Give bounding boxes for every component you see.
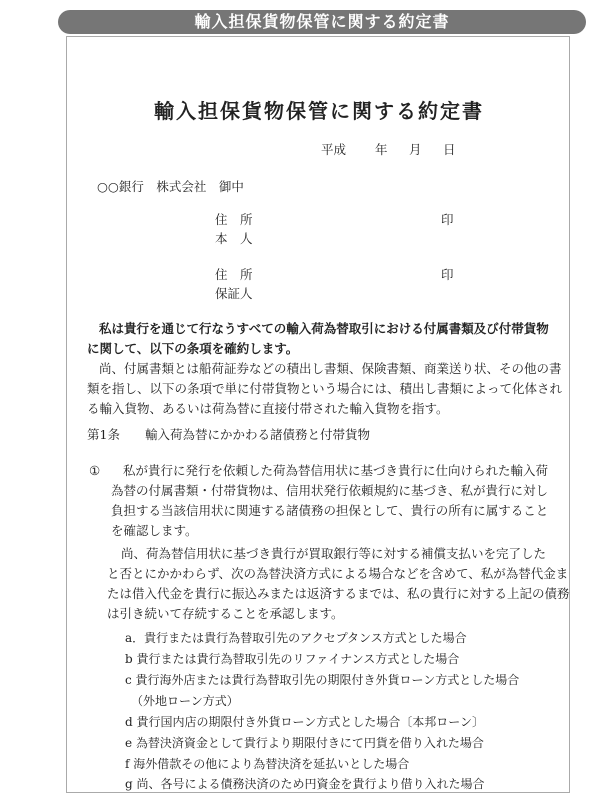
guarantor-seal: 印 [441,267,454,282]
paragraph-line: は引き続いて存続することを承認します。 [107,606,344,621]
list-item: d 貴行国内店の期限付き外貨ローン方式とした場合〔本邦ローン〕 [125,715,485,729]
list-item: c 貴行海外店または貴行為替取引先の期限付き外貨ローン方式とした場合 [125,673,520,687]
document-page [66,36,570,793]
principal-seal: 印 [441,212,454,227]
clause-line: を確認します。 [111,523,198,538]
list-item: f 海外借款その他により為替決済を延払いとした場合 [125,757,410,771]
header-banner: 輸入担保貨物保管に関する約定書 [58,10,586,34]
date-month: 月 [409,142,422,157]
article-heading: 輸入荷為替にかかわる諸債務と付帯貨物 [145,427,371,442]
clause-marker: ① [89,463,101,478]
clause-line: 負担する当該信用状に関連する諸債務の担保として、貴行の所有に属すること [111,503,549,518]
date-year: 年 [375,142,388,157]
clause-line: 為替の付属書類・付帯貨物は、信用状発行依頼規約に基づき、私が貴行に対し [111,483,549,498]
principal-role-label: 本 人 [215,231,253,246]
date-day: 日 [443,142,456,157]
paragraph-line: 尚、荷為替信用状に基づき貴行が買取銀行等に対する補償支払いを完了した [121,546,547,561]
clause-line: 私が貴行に発行を依頼した荷為替信用状に基づき貴行に仕向けられた輸入荷 [123,463,549,478]
document-title: 輸入担保貨物保管に関する約定書 [154,99,484,123]
principal-address-label: 住 所 [215,212,253,227]
definition-line: 類を指し、以下の条項で単に付帯貨物という場合には、積出し書類によって化体され [87,381,563,396]
date-era: 平成 [321,142,347,157]
guarantor-address-label: 住 所 [215,267,253,282]
addressee: ○○銀行 株式会社 御中 [97,179,244,194]
paragraph-line: たは借入代金を貴行に振込みまたは返済するまでは、私の貴行に対する上記の債務 [107,586,570,601]
list-item: g 尚、各号による債務決済のため円資金を貴行より借り入れた場合 [125,777,485,791]
guarantor-role-label: 保証人 [215,286,253,301]
list-item: b 貴行または貴行為替取引先のリファイナンス方式とした場合 [125,652,460,666]
list-item: e 為替決済資金として貴行より期限付きにて円貨を借り入れた場合 [125,736,484,750]
intro-line: に関して、以下の条項を確約します。 [87,341,299,356]
definition-line: る輸入貨物、あるいは荷為替に直接付帯された輸入貨物を指す。 [87,401,449,416]
paragraph-line: と否とにかかわらず、次の為替決済方式による場合などを含めて、私が為替代金ま [107,566,569,581]
list-item: a．貴行または貴行為替取引先のアクセプタンス方式とした場合 [125,631,467,645]
list-item: （外地ローン方式） [125,694,239,708]
article-number: 第1条 [87,427,120,442]
definition-line: 尚、付属書類とは船荷証券などの積出し書類、保険書類、商業送り状、その他の書 [99,361,562,376]
intro-line: 私は貴行を通じて行なうすべての輸入荷為替取引における付属書類及び付帯貨物 [99,321,549,336]
